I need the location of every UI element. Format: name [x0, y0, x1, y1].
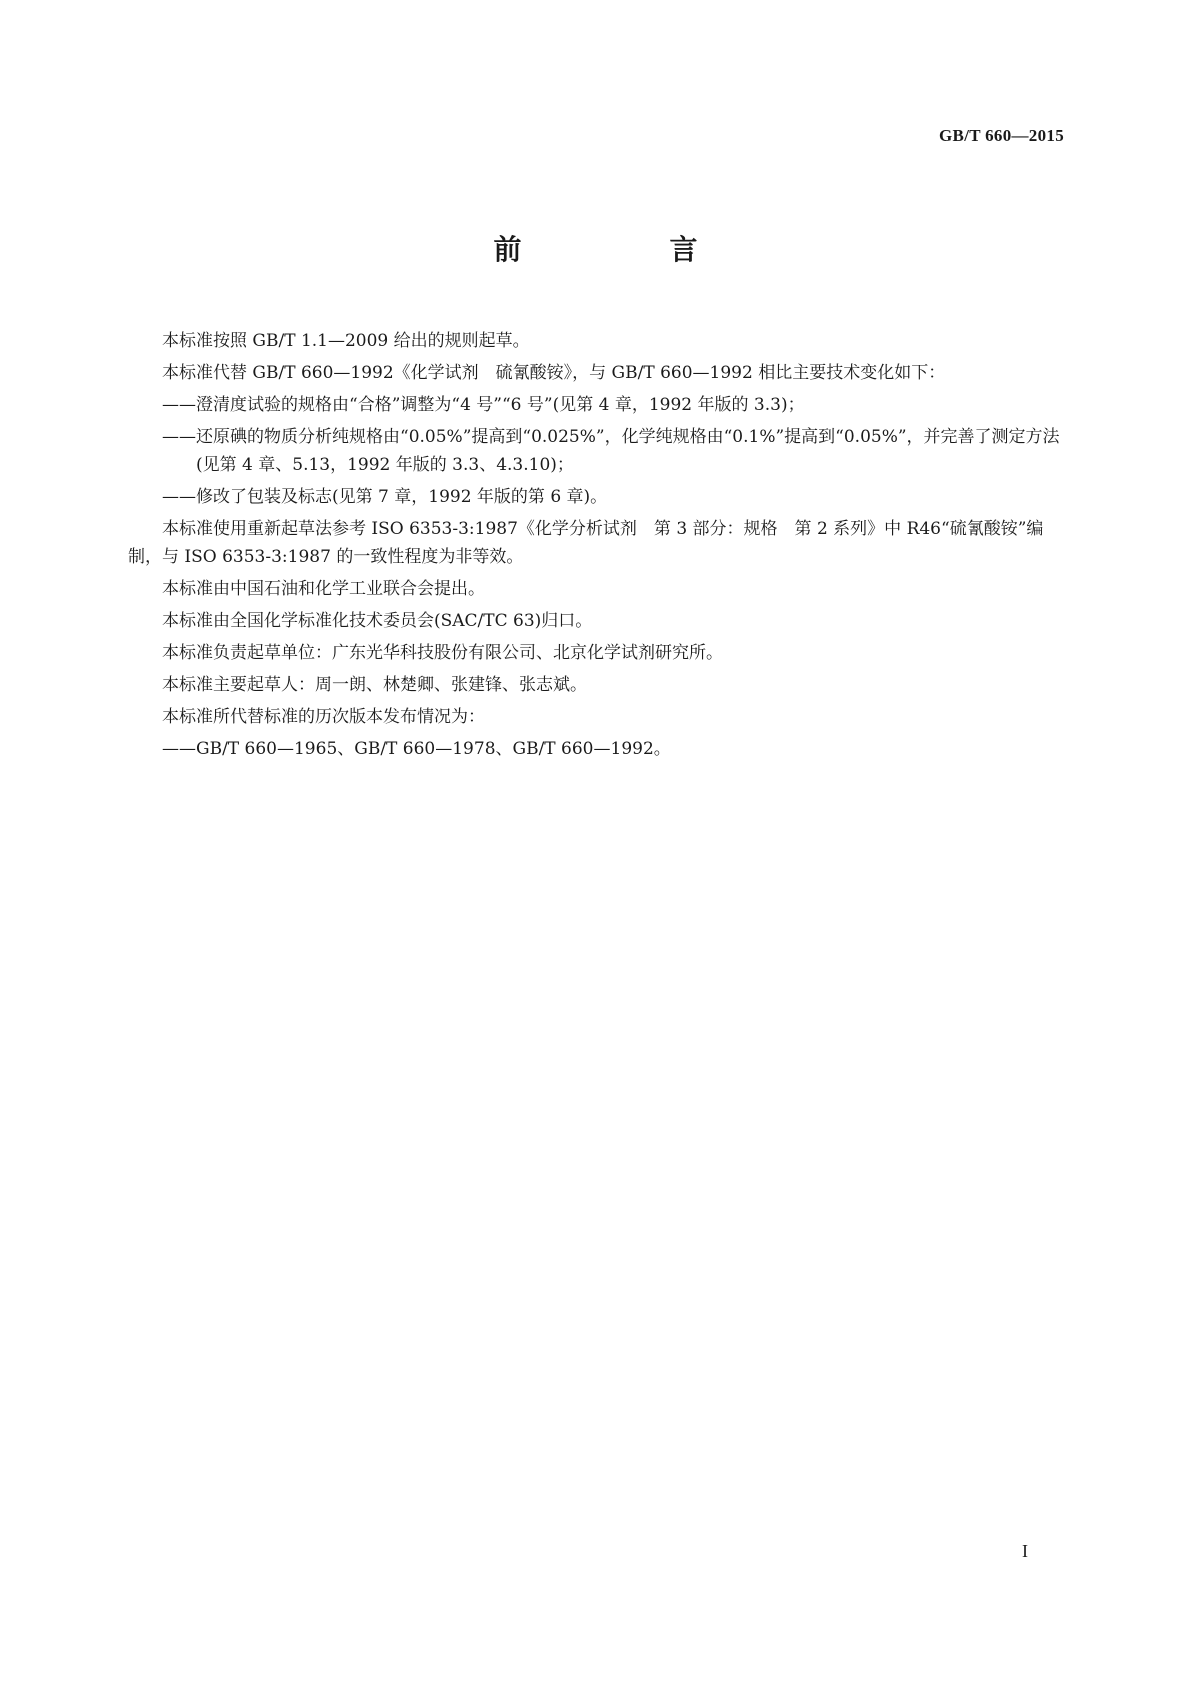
paragraph-drafters: 本标准主要起草人：周一朗、林楚卿、张建锋、张志斌。	[162, 675, 587, 695]
page-title: 前 言	[493, 233, 758, 266]
paragraph-replaces: 本标准代替 GB/T 660—1992《化学试剂 硫氰酸铵》，与 GB/T 660—1992 相比主要技术变化如下：	[162, 363, 946, 383]
paragraph-iso-reference: 本标准使用重新起草法参考 ISO 6353-3:1987《化学分析试剂 第 3 部分：规格 第 2 系列》中 R46“硫氰酸铵”编制，与 ISO 6353-3:1987 的一致性程度为非等效。	[128, 519, 1044, 567]
list-item-clarity: ——澄清度试验的规格由“合格”调整为“4 号”“6 号”(见第 4 章，1992 年版的 3.3)；	[162, 395, 805, 415]
paragraph-previous-editions: 本标准所代替标准的历次版本发布情况为：	[162, 707, 485, 727]
foreword-body	[128, 327, 1064, 767]
paragraph-drafting-rules: 本标准按照 GB/T 1.1—2009 给出的规则起草。	[162, 331, 530, 351]
standard-number: GB/T 660—2015	[939, 126, 1064, 145]
page-number: I	[1022, 1541, 1028, 1561]
paragraph-proposed-by: 本标准由中国石油和化学工业联合会提出。	[162, 579, 485, 599]
paragraph-administered-by: 本标准由全国化学标准化技术委员会(SAC/TC 63)归口。	[162, 611, 593, 631]
list-item-reduced-iodine: ——还原碘的物质分析纯规格由“0.05%”提高到“0.025%”，化学纯规格由“0.1%”提高到“0.05%”，并完善了测定方法(见第 4 章、5.13，1992 年版的 3.3、4.3.10)；	[162, 427, 1060, 475]
paragraph-drafting-units: 本标准负责起草单位：广东光华科技股份有限公司、北京化学试剂研究所。	[162, 643, 723, 663]
list-item-packaging: ——修改了包装及标志(见第 7 章，1992 年版的第 6 章)。	[162, 487, 608, 507]
list-item-editions: ——GB/T 660—1965、GB/T 660—1978、GB/T 660—1992。	[162, 739, 671, 759]
